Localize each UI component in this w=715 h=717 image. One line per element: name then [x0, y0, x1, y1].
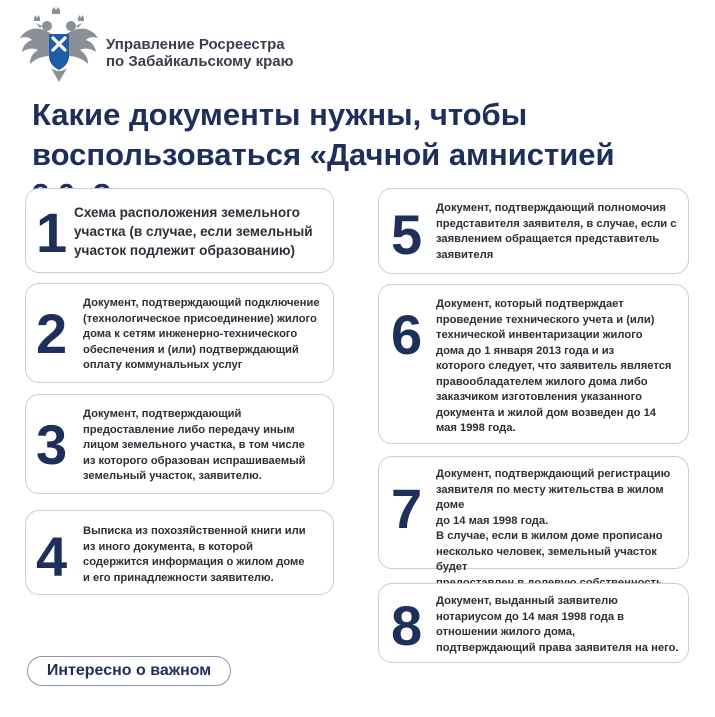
document-description — [83, 407, 306, 485]
document-description — [436, 594, 679, 656]
document-description-line: представителя заявителя, в случае, если с — [436, 217, 677, 230]
document-card-1 — [25, 188, 334, 273]
organization-name — [106, 36, 293, 70]
organization-name-line2: по Забайкальскому краю — [106, 53, 294, 70]
document-description-line: заявителя — [436, 248, 494, 261]
document-number: 8 — [391, 594, 423, 657]
document-description-line: Схема расположения земельного — [74, 205, 300, 220]
document-description-line: дома к сетям инженерно-технического — [83, 328, 298, 340]
header — [18, 6, 418, 86]
document-description-line: которого следует, что заявитель является — [436, 360, 672, 372]
document-description-line: заявлением обращается представитель — [436, 233, 660, 245]
document-description-line: проведение технического учета и (или) — [436, 313, 655, 326]
page-title-line2: воспользоваться «Дачной амнистией — [32, 137, 615, 172]
document-description-line: документа и жилой дом возведен до 14 — [436, 406, 657, 419]
document-description-line: Документ, который подтверждает — [436, 298, 624, 310]
document-description-line: (технологическое присоединение) жилого — [83, 312, 317, 325]
organization-name-line1: Управление Росреестра — [106, 36, 285, 53]
document-card-4 — [25, 510, 334, 595]
document-description-line: Документ, подтверждающий регистрацию — [436, 468, 671, 480]
document-description-line: технической инвентаризации жилого — [436, 329, 643, 341]
document-description — [74, 203, 313, 260]
document-description-line: правообладателем жилого дома либо — [436, 375, 648, 388]
document-description-line: из которого образован испрашиваемый — [83, 454, 306, 467]
document-description — [436, 201, 677, 263]
document-card-5 — [378, 188, 689, 274]
document-number: 1 — [36, 201, 68, 264]
document-description-line: и его принадлежности заявителю. — [83, 571, 274, 584]
document-description-line: подтверждающий права заявителя на него. — [436, 641, 679, 654]
document-description-line: нотариусом до 14 мая 1998 года в — [436, 610, 625, 623]
document-description-line: заказчиком изготовления указанного — [436, 391, 642, 403]
document-description-line: лицом земельного участка, в том числе — [83, 439, 305, 451]
document-card-2 — [25, 283, 334, 383]
document-description-line: Выписка из похозяйственной книги или — [83, 525, 306, 537]
document-description-line: отношении жилого дома, — [436, 626, 576, 638]
document-card-7 — [378, 456, 689, 573]
document-description-line: оплату коммунальных услуг — [83, 359, 243, 371]
document-number: 2 — [36, 302, 68, 365]
document-description-line: мая 1998 года. — [436, 422, 516, 434]
document-description-line: дома до 1 января 2013 года и из — [436, 344, 615, 357]
document-number: 3 — [36, 413, 68, 476]
document-description-line: содержится информация о жилом доме — [83, 556, 305, 568]
document-description-line: участка (в случае, если земельный — [74, 224, 313, 239]
document-description — [436, 297, 671, 437]
document-description-line: Документ, подтверждающий подключение — [83, 297, 320, 309]
document-description-line: из иного документа, в которой — [83, 540, 253, 553]
document-description-line: предоставление либо передачу иным — [83, 423, 295, 436]
document-number: 6 — [391, 303, 423, 366]
document-description — [83, 296, 320, 374]
document-description-line: Документ, подтверждающий полномочия — [436, 202, 666, 214]
document-card-3 — [25, 394, 334, 494]
document-description-line: участок подлежит образованию) — [74, 243, 296, 258]
document-description-line: до 14 мая 1998 года. — [436, 514, 549, 527]
document-number: 4 — [36, 525, 68, 588]
interesting-about-important-badge: Интересно о важном — [27, 656, 231, 686]
document-description-line: земельный участок, заявителю. — [83, 470, 262, 482]
document-description-line: В случае, если в жилом доме прописано — [436, 530, 663, 542]
document-description-line: Документ, подтверждающий — [83, 408, 242, 420]
document-description-line: несколько человек, земельный участок будет — [436, 545, 657, 573]
document-card-8 — [378, 583, 689, 663]
document-number: 7 — [391, 477, 423, 540]
document-description — [83, 524, 306, 586]
double-headed-eagle-emblem-icon — [18, 6, 100, 86]
document-description-line: Документ, выданный заявителю — [436, 595, 618, 607]
document-number: 5 — [391, 203, 423, 266]
document-description-line: заявителя по месту жительства в жилом доме — [436, 483, 664, 511]
document-description-line: обеспечения и (или) подтверждающий — [83, 343, 299, 356]
document-description — [436, 467, 688, 591]
document-card-6 — [378, 284, 689, 444]
page-title-line1: Какие документы нужны, чтобы — [32, 97, 528, 132]
